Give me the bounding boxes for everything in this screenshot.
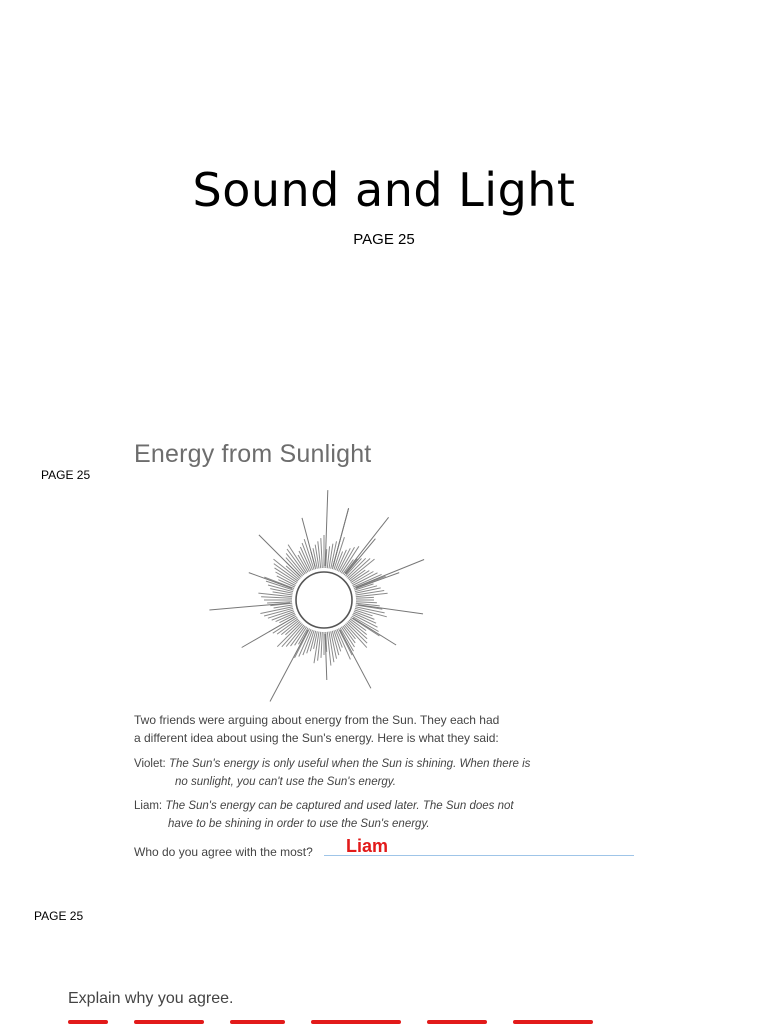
sun-icon: [200, 480, 440, 705]
page-subtitle: PAGE 25: [353, 231, 415, 248]
violet-line-2: no sunlight, you can't use the Sun's energy.: [175, 776, 396, 788]
sun-long-ray: [242, 617, 295, 648]
liam-line-2: have to be shining in order to use the Sun's energy.: [168, 818, 430, 830]
sun-ray: [258, 593, 292, 597]
sun-ray: [261, 597, 292, 599]
sun-ray: [321, 632, 322, 658]
sun-ray: [300, 547, 311, 571]
answer-text-cutoff: [68, 1018, 648, 1024]
liam-line-1: The Sun's energy can be captured and used later. The Sun does not: [165, 800, 514, 812]
page-title: Sound and Light: [192, 163, 576, 217]
sun-ray: [356, 597, 374, 598]
liam-name: Liam:: [134, 800, 163, 812]
sun-long-ray: [270, 630, 308, 702]
violet-line-1: The Sun's energy is only useful when the Sun is shining. When there is: [168, 758, 531, 770]
sun-long-ray: [333, 508, 349, 567]
worksheet-heading: Energy from Sunlight: [134, 440, 372, 468]
page-label-left-1: PAGE 25: [41, 468, 91, 482]
violet-quote: [134, 755, 530, 791]
page-label-left-2: PAGE 25: [34, 909, 84, 923]
intro-line-2: a different idea about using the Sun's energy. Here is what they said:: [134, 731, 499, 745]
sun-long-ray: [259, 535, 300, 576]
sun-long-ray: [209, 603, 290, 610]
liam-quote: [134, 797, 514, 833]
intro-line-1: Two friends were arguing about energy from the Sun. They each had: [134, 713, 500, 727]
violet-name: Violet:: [134, 758, 166, 770]
explain-prompt: Explain why you agree.: [68, 990, 234, 1007]
sun-ray: [327, 632, 331, 666]
intro-paragraph: [134, 711, 499, 747]
sun-long-ray: [346, 539, 376, 574]
sun-ray: [356, 602, 377, 603]
agree-question: Who do you agree with the most?: [134, 845, 313, 859]
answer-text[interactable]: Liam: [346, 836, 389, 856]
sun-ray: [321, 538, 323, 568]
